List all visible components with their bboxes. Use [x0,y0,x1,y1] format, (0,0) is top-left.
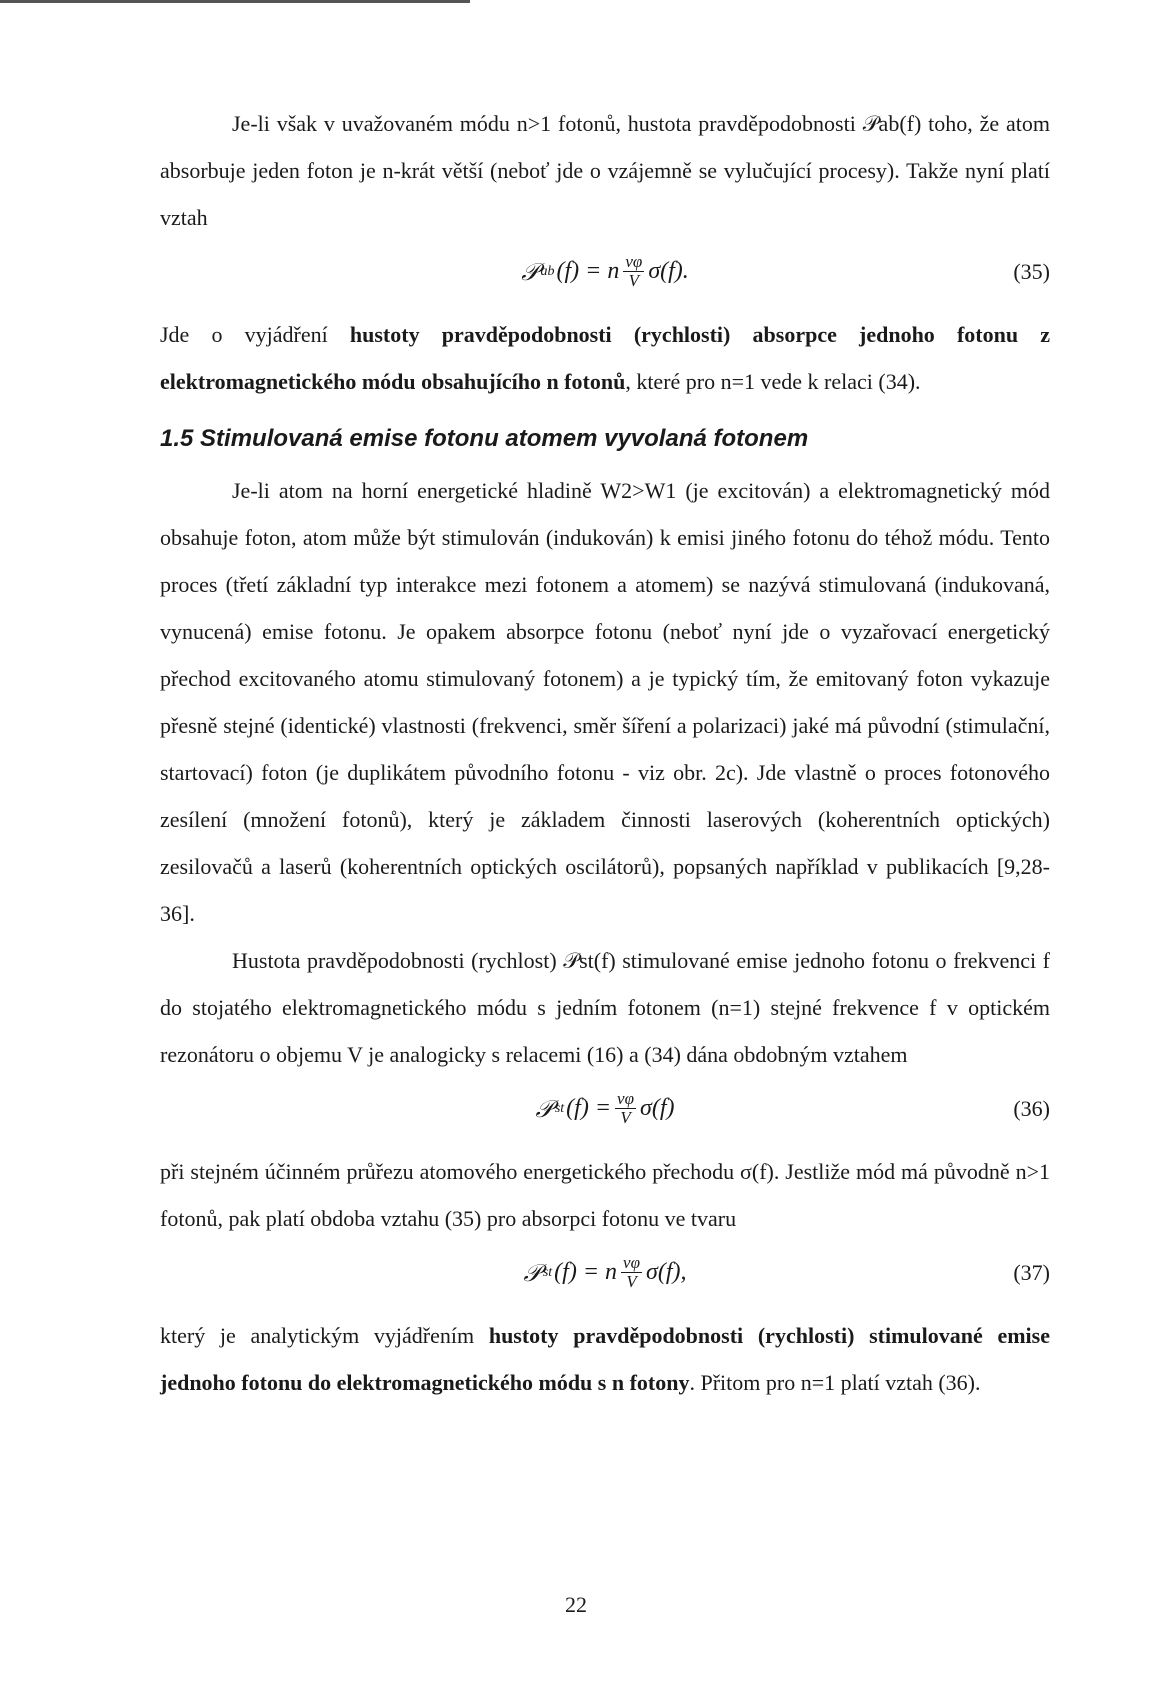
equation-number: (36) [1013,1096,1050,1121]
equation-35-formula: 𝒫 ab (f) = n $\frac{v\varphi}{V}$ σ(f). [521,252,689,290]
equation-number: (37) [1013,1260,1050,1285]
equation-35 [160,241,1050,311]
bold-definition: hustoty pravděpodobnosti (rychlosti) absorpce jednoho fotonu z elektromagnetického módu obsahujícího n fotonů [160,322,1051,394]
paragraph-3: Je-li atom na horní energetické hladině W2>W1 (je excitován) a elektromagnetický mód obsahuje foton, atom může být stimulován (indukován) k emisi jiného fotonu do téhož módu. Tento proces (třetí základní typ interakce mezi fotonem a atomem) se nazývá stimulovaná (indukovaná, vynucená) emise fotonu. Je opakem absorpce fotonu (neboť nyní jde o vyzařovací energetický přechod excitovaného atomu stimulovaný fotonem) a je typický tím, že emitovaný foton vykazuje přesně stejné (identické) vlastnosti (frekvenci, směr šíření a polarizaci) jaké má původní (stimulační, startovací) foton (je duplikátem původního fotonu - viz obr. 2c). Jde vlastně o proces fotonového zesílení (množení fotonů), který je základem činnosti laserových (koherentních optických) zesilovačů a laserů (koherentních optických oscilátorů), popsaných například v publikacích [9,28-36]. [160,478,1050,926]
top-rule [0,0,470,3]
page-number: 22 [565,1592,587,1617]
equation-36 [160,1078,1050,1148]
paragraph-6: který je analytickým vyjádřením hustoty pravděpodobnosti (rychlosti) stimulované emise jednoho fotonu do elektromagnetického módu s n fotony. Přitom pro n=1 platí vztah (36). [160,1323,1050,1395]
paragraph-4: Hustota pravděpodobnosti (rychlost) 𝒫st(f) stimulované emise jednoho fotonu o frekvenci f do stojatého elektromagnetického módu s jedním fotonem (n=1) stejné frekvence f v optickém rezonátoru o objemu V je analogicky s relacemi (16) a (34) dána obdobným vztahem [160,948,1050,1067]
paragraph-2: Jde o vyjádření hustoty pravděpodobnosti (rychlosti) absorpce jednoho fotonu z elektromagnetického módu obsahujícího n fotonů, které pro n=1 vede k relaci (34). [160,322,1051,394]
section-heading: 1.5 Stimulovaná emise fotonu atomem vyvolaná fotonem [160,425,809,452]
equation-36-formula: 𝒫 st (f) = $\frac{v\varphi}{V}$ σ(f) [535,1089,675,1127]
paragraph-1: Je-li však v uvažovaném módu n>1 fotonů, hustota pravděpodobnosti 𝒫ab(f) toho, že atom absorbuje jeden foton je n-krát větší (neboť jde o vzájemně se vylučující procesy). Takže nyní platí vztah [160,111,1050,230]
fraction: $\frac{v\varphi}{V}$ [623,1253,640,1291]
bold-definition: hustoty pravděpodobnosti (rychlosti) stimulované emise jednoho fotonu do elektromagnetického módu s n fotony [160,1323,1050,1395]
fraction: $\frac{v\varphi}{V}$ [617,1089,634,1127]
equation-37 [160,1242,1050,1312]
fraction: $\frac{v\varphi}{V}$ [625,252,643,290]
equation-37-formula: 𝒫 st (f) = n $\frac{v\varphi}{V}$ σ(f), [523,1253,687,1291]
document-page [160,100,1050,1406]
paragraph-5: při stejném účinném průřezu atomového energetického přechodu σ(f). Jestliže mód má původně n>1 fotonů, pak platí obdoba vztahu (35) pro absorpci fotonu ve tvaru [160,1159,1050,1231]
equation-number: (35) [1013,259,1050,284]
